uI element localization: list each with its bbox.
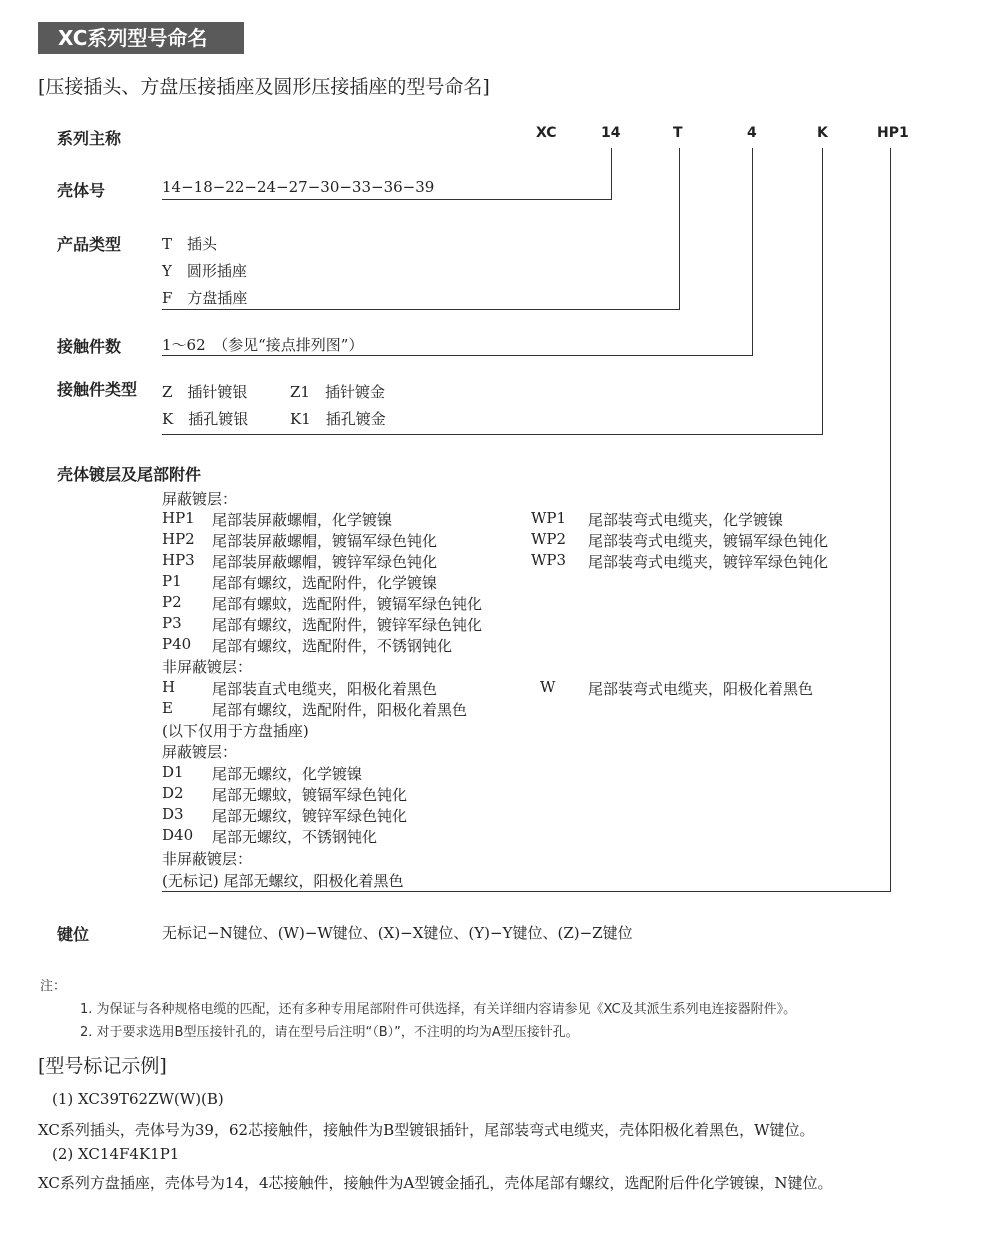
- label-contact-type: 接触件类型: [57, 380, 138, 399]
- nonshield2-value: (无标记) 尾部无螺纹，阳极化着黑色: [162, 872, 404, 890]
- plating-code: HP2: [162, 530, 195, 548]
- plating-desc: 尾部有螺纹，选配附件，阳极化着黑色: [212, 701, 468, 719]
- examples-title: [型号标记示例]: [38, 1055, 167, 1077]
- code-type: T: [673, 125, 683, 141]
- nonshield-title: 非屏蔽镀层：: [162, 658, 253, 676]
- plating-code: E: [162, 699, 173, 717]
- example-code: (2) XC14F4K1P1: [52, 1145, 180, 1163]
- bracket-shell-h: [162, 199, 612, 200]
- plating-desc: 尾部有螺纹，选配附件，镀锌军绿色钝化: [212, 616, 483, 634]
- label-key: 键位: [57, 925, 90, 944]
- plating-desc: 尾部有螺纹，选配附件，化学镀镍: [212, 574, 438, 592]
- example-code: (1) XC39T62ZW(W)(B): [52, 1090, 224, 1108]
- plating-desc: 尾部装弯式电缆夹，阳极化着黑色: [588, 680, 814, 698]
- code-xc: XC: [536, 125, 557, 141]
- plating-code: HP1: [162, 509, 195, 527]
- plating-code: D2: [162, 784, 184, 802]
- plating-desc: 尾部无螺纹，化学镀镍: [212, 765, 363, 783]
- shield2-title: 屏蔽镀层：: [162, 743, 238, 761]
- plating-desc: 尾部装屏蔽螺帽，化学镀镍: [212, 511, 393, 529]
- plating-desc: 尾部有螺蚊，选配附件，镀镉军绿色钝化: [212, 595, 483, 613]
- bracket-type-h: [162, 309, 680, 310]
- plating-code: W: [540, 678, 556, 696]
- bracket-plating-v: [890, 148, 891, 892]
- label-plating: 壳体镀层及尾部附件: [57, 465, 202, 484]
- plating-desc: 尾部无螺蚊，镀镉军绿色钝化: [212, 786, 408, 804]
- code-plating: HP1: [877, 125, 909, 141]
- plating-desc: 尾部装弯式电缆夹，化学镀镍: [588, 511, 784, 529]
- plating-code: P3: [162, 614, 182, 632]
- section-banner: XC系列型号命名: [38, 22, 244, 54]
- plating-desc: 尾部装弯式电缆夹，镀锌军绿色钝化: [588, 553, 829, 571]
- contact-type-k1: K1 插孔镀金: [290, 410, 386, 428]
- code-contact-type: K: [817, 125, 828, 141]
- plating-code: WP1: [531, 509, 567, 527]
- example-desc: XC系列插头，壳体号为39，62芯接触件，接触件为B型镀银插针，尾部装弯式电缆夹，壳体阳极化着黑色，W键位。: [38, 1121, 815, 1139]
- example-desc: XC系列方盘插座，壳体号为14，4芯接触件，接触件为A型镀金插孔，壳体尾部有螺纹，选配附后件化学镀镍，N键位。: [38, 1174, 833, 1192]
- bracket-type-v: [679, 148, 680, 310]
- bracket-shell-v: [611, 148, 612, 200]
- plating-desc: 尾部装屏蔽螺帽，镀镉军绿色钝化: [212, 532, 438, 550]
- plating-desc: 尾部无螺纹，不锈钢钝化: [212, 828, 378, 846]
- plating-code: P40: [162, 635, 192, 653]
- label-product: 产品类型: [57, 235, 122, 254]
- nonshield2-title: 非屏蔽镀层：: [162, 850, 253, 868]
- note-item: 2. 对于要求选用B型压接针孔的，请在型号后注明“（B）”，不注明的均为A型压接针孔。: [80, 1025, 579, 1040]
- label-shell: 壳体号: [57, 181, 106, 200]
- square-note: (以下仅用于方盘插座): [162, 722, 309, 740]
- plating-code: H: [162, 678, 176, 696]
- label-series: 系列主称: [57, 129, 122, 148]
- key-value: 无标记−N键位、(W)−W键位、(X)−X键位、(Y)−Y键位、(Z)−Z键位: [162, 924, 633, 942]
- product-t: T 插头: [162, 235, 218, 253]
- subtitle: [压接插头、方盘压接插座及圆形压接插座的型号命名]: [38, 76, 490, 98]
- plating-code: WP2: [531, 530, 567, 548]
- plating-desc: 尾部无螺纹，镀锌军绿色钝化: [212, 807, 408, 825]
- bracket-contact-type-v: [822, 148, 823, 435]
- contacts-value: 1～62 （参见“接点排列图”）: [162, 336, 364, 354]
- bracket-contact-type-h: [162, 434, 823, 435]
- contact-type-k: K 插孔镀银: [162, 410, 249, 428]
- plating-desc: 尾部装直式电缆夹，阳极化着黑色: [212, 680, 438, 698]
- product-y: Y 圆形插座: [162, 262, 247, 280]
- product-f: F 方盘插座: [162, 289, 248, 307]
- plating-code: P2: [162, 593, 182, 611]
- code-contacts: 4: [747, 125, 757, 141]
- contact-type-z1: Z1 插针镀金: [290, 383, 385, 401]
- bracket-plating-h: [162, 891, 891, 892]
- plating-code: HP3: [162, 551, 195, 569]
- plating-code: WP3: [531, 551, 567, 569]
- label-contacts: 接触件数: [57, 337, 122, 356]
- notes-title: 注：: [40, 979, 67, 994]
- shell-values: 14−18−22−24−27−30−33−36−39: [162, 178, 435, 196]
- plating-code: D40: [162, 826, 194, 844]
- plating-desc: 尾部装弯式电缆夹，镀镉军绿色钝化: [588, 532, 829, 550]
- note-item: 1. 为保证与各种规格电缆的匹配，还有多种专用尾部附件可供选择，有关详细内容请参见《XC及其派生系列电连接器附件》。: [80, 1002, 797, 1017]
- bracket-contacts-v: [752, 148, 753, 356]
- plating-code: D3: [162, 805, 184, 823]
- shield-title: 屏蔽镀层：: [162, 490, 238, 508]
- code-shell: 14: [601, 125, 621, 141]
- plating-code: P1: [162, 572, 182, 590]
- contact-type-z: Z 插针镀银: [162, 383, 248, 401]
- plating-desc: 尾部有螺纹，选配附件，不锈钢钝化: [212, 637, 453, 655]
- bracket-contacts-h: [162, 355, 753, 356]
- plating-code: D1: [162, 763, 184, 781]
- plating-desc: 尾部装屏蔽螺帽，镀锌军绿色钝化: [212, 553, 438, 571]
